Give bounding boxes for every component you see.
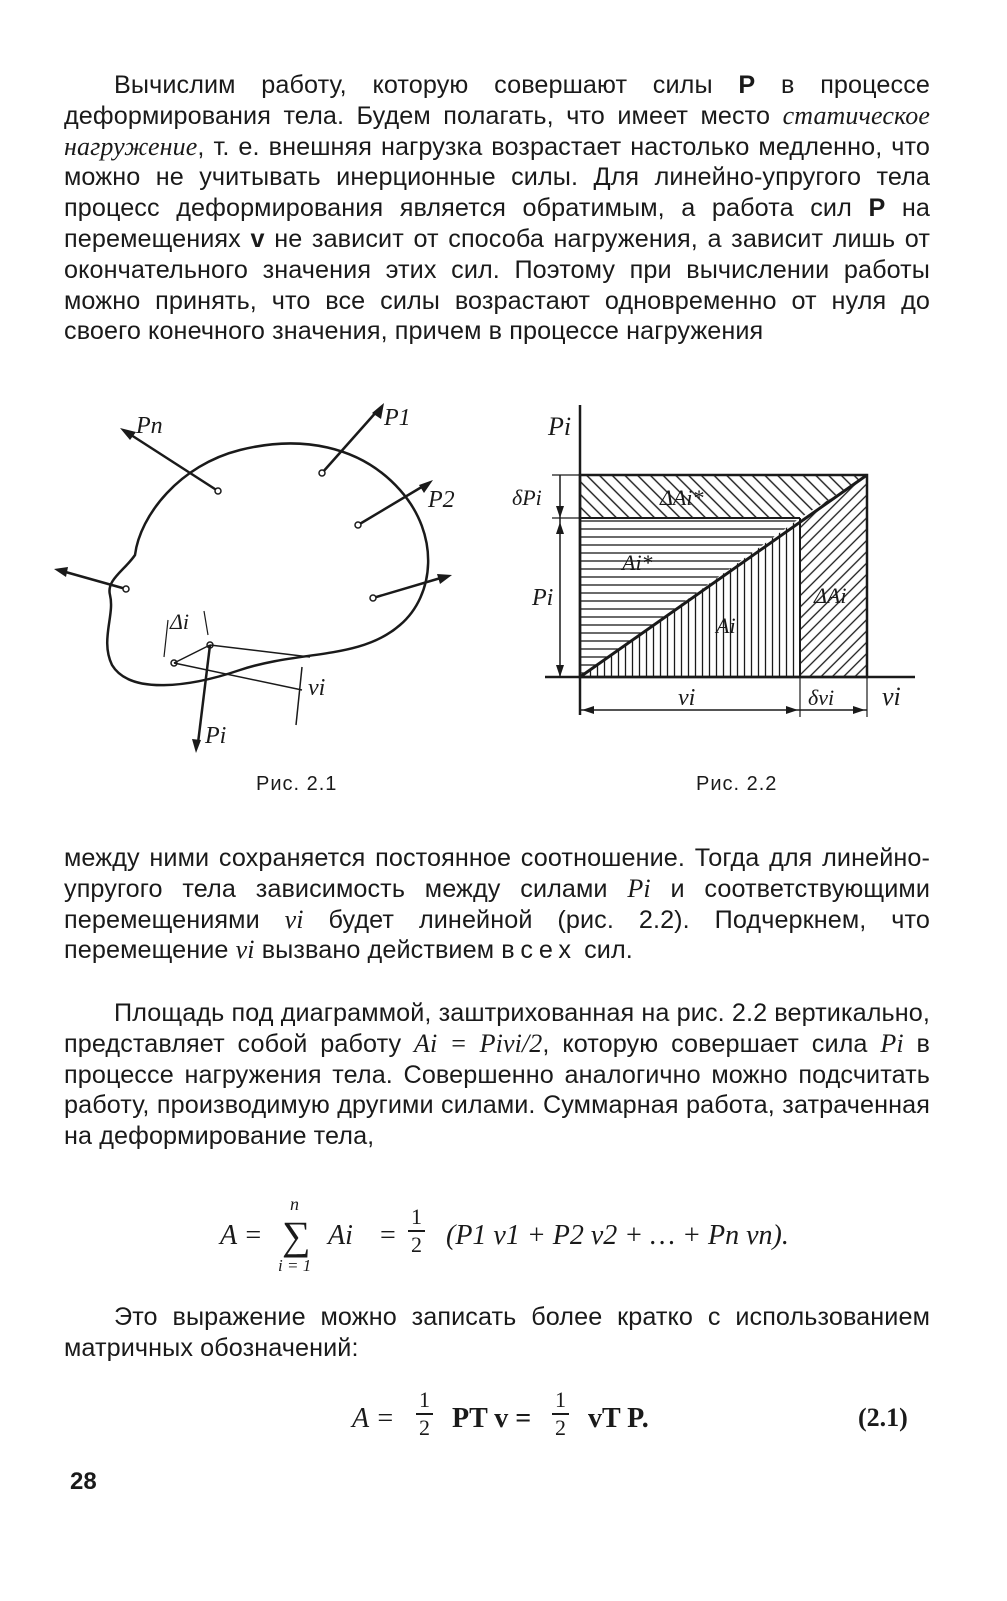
figure-2-2 [510,405,930,745]
label-ai: Ai [716,613,736,638]
equation-number: (2.1) [858,1403,908,1432]
label-dai: ΔAi [814,583,847,608]
formula-matrix: A = $\frac{1}{2}$ PT v = $\frac{1}{2}$ vT P. [352,1387,649,1440]
label-vi-axis: vi [882,682,901,711]
label-p2: P2 [428,487,455,513]
figure-2-1-caption: Рис. 2.1 [256,773,338,795]
label-p1: P1 [384,405,411,431]
page-number: 28 [70,1468,97,1495]
paragraph-4: Это выражение можно записать более кратко с использованием матричных обозначений: [64,1303,930,1362]
figure-2-2-caption: Рис. 2.2 [696,773,778,795]
formula-sum: A = n ∑ i = 1 Ai = $\frac{1}{2}$ (P1 v1 + P2 v2 + … + Pn vn). [220,1194,789,1275]
figure-2-1 [40,395,480,765]
paragraph-2: между ними сохраняется постоянное соотношение. Тогда для линейно-упругого тела зависимость между силами Pi и соответствующими перемещениями vi будет линейной (рис. 2.2). Подчеркнем, что перемещение vi вызвано действием всех сил. [64,844,931,965]
label-delta-i: Δi [170,609,190,634]
paragraph-3: Площадь под диаграммой, заштрихованная на рис. 2.2 вертикально, представляет собой работу Ai = Pivi/2, которую совершает сила Pi в процессе нагружения тела. Совершенно аналогично можно подсчитать работу, производимую другими силами. Суммарная работа, затраченная на деформирование тела, [64,999,930,1151]
label-dai-star: ΔAi* [660,485,704,510]
label-dpi: δPi [512,485,542,510]
label-pi: Pi [532,585,554,611]
label-vi: vi [308,675,326,701]
label-pn: Pn [136,413,163,439]
label-ai-star: Ai* [622,550,653,575]
label-pi-axis: Pi [548,412,572,441]
label-vi: vi [678,685,696,711]
label-dvi: δvi [808,685,835,710]
label-pi: Pi [205,723,227,749]
paragraph-1: Вычислим работу, которую совершают силы P в процессе деформирования тела. Будем полагать, что имеет место статическое нагружение, т. е. внешняя нагрузка возрастает настолько медленно, что можно не учитывать инерционные силы. Для линейно-упругого тела процесс деформирования является обратимым, а работа сил P на перемещениях v не зависит от способа нагружения, а зависит лишь от окончательного значения этих сил. Поэтому при вычислении работы можно принять, что все силы возрастают одновременно от нуля до своего конечного значения, причем в процессе нагружения [64,71,930,346]
